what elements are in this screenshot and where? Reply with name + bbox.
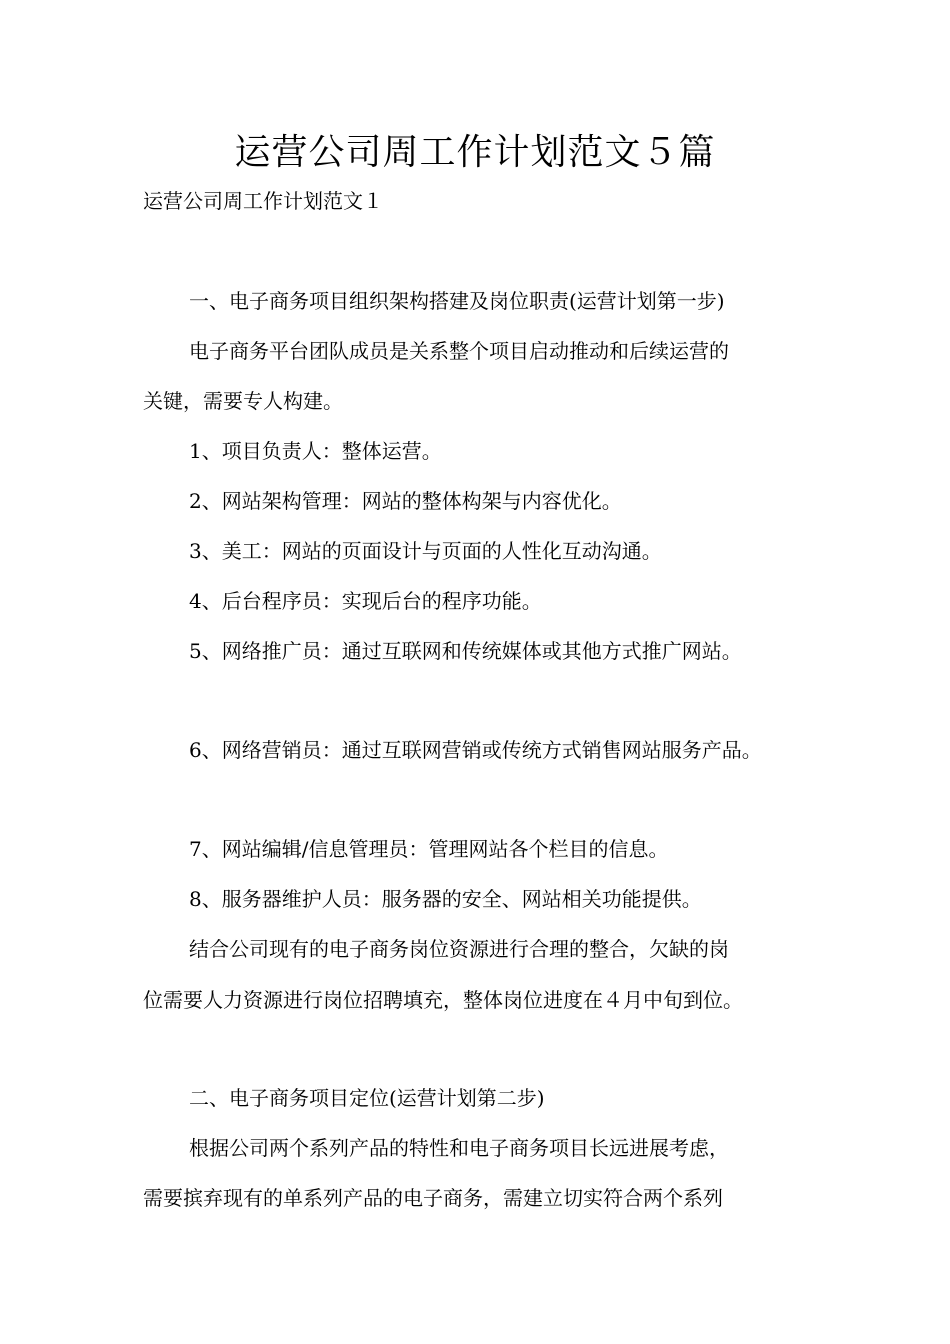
list-item: 2、网站架构管理：网站的整体构架与内容优化。 <box>189 489 622 513</box>
document-title: 运营公司周工作计划范文５篇 <box>234 132 716 173</box>
section-heading-1: 一、电子商务项目组织架构搭建及岗位职责(运营计划第一步) <box>189 289 725 313</box>
list-item: 5、网络推广员：通过互联网和传统媒体或其他方式推广网站。 <box>189 639 742 663</box>
paragraph-line: 电子商务平台团队成员是关系整个项目启动推动和后续运营的 <box>189 339 729 363</box>
paragraph-line: 位需要人力资源进行岗位招聘填充，整体岗位进度在４月中旬到位。 <box>143 988 743 1012</box>
document-subtitle: 运营公司周工作计划范文１ <box>143 189 383 213</box>
paragraph-line: 关键，需要专人构建。 <box>143 389 343 413</box>
paragraph-line: 结合公司现有的电子商务岗位资源进行合理的整合，欠缺的岗 <box>189 937 729 961</box>
list-item: 1、项目负责人：整体运营。 <box>189 439 442 463</box>
list-item: 3、美工：网站的页面设计与页面的人性化互动沟通。 <box>189 539 662 563</box>
list-item: 6、网络营销员：通过互联网营销或传统方式销售网站服务产品。 <box>189 738 762 762</box>
paragraph-line: 需要摈弃现有的单系列产品的电子商务，需建立切实符合两个系列 <box>143 1186 723 1210</box>
list-item: 4、后台程序员：实现后台的程序功能。 <box>189 589 542 613</box>
list-item: 8、服务器维护人员：服务器的安全、网站相关功能提供。 <box>189 887 702 911</box>
list-item: 7、网站编辑/信息管理员：管理网站各个栏目的信息。 <box>189 837 669 861</box>
section-heading-2: 二、电子商务项目定位(运营计划第二步) <box>189 1086 545 1110</box>
paragraph-line: 根据公司两个系列产品的特性和电子商务项目长远进展考虑， <box>189 1136 729 1160</box>
